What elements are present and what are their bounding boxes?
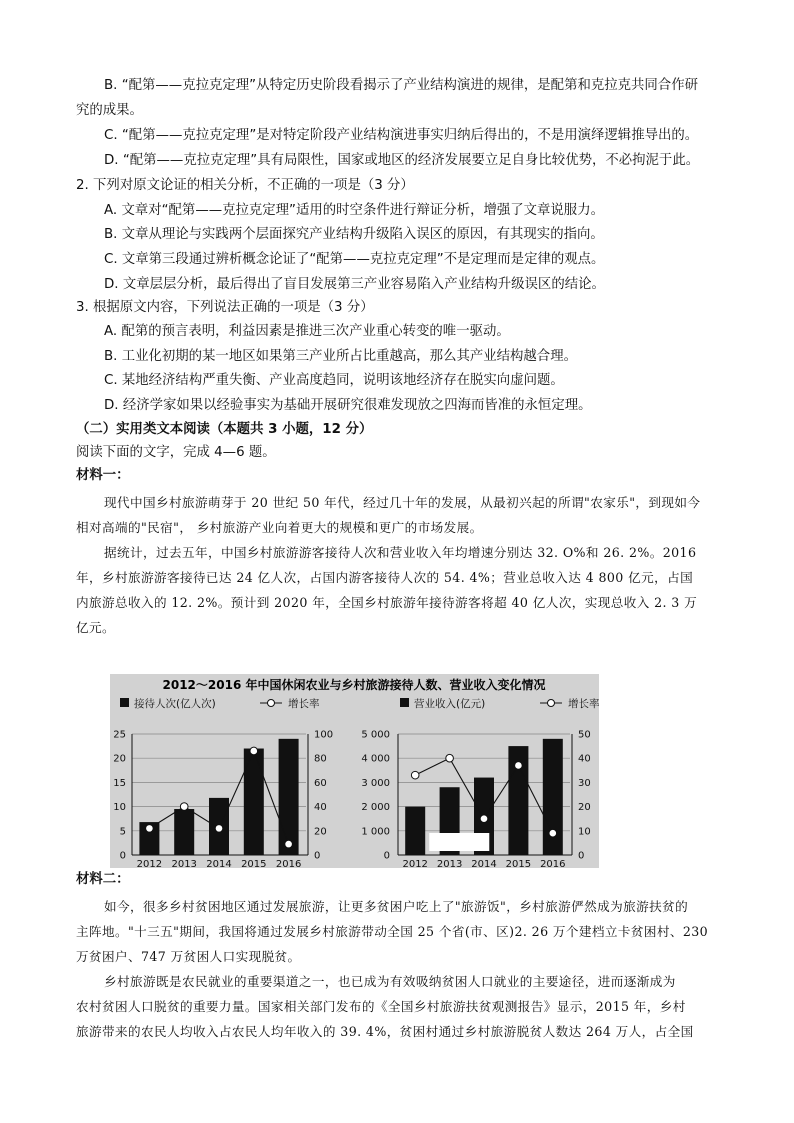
legend-label-line: 增长率 xyxy=(568,698,599,710)
bar xyxy=(174,809,194,855)
material1-p2-line4: 亿元。 xyxy=(76,620,115,635)
y-left-tick-label: 15 xyxy=(113,777,126,789)
q2-option-a: A. 文章对“配第——克拉克定理”适用的时空条件进行辩证分析，增强了文章说服力。 xyxy=(104,203,604,218)
y-left-tick-label: 25 xyxy=(113,729,126,741)
chart-panel-revenue xyxy=(361,730,590,869)
x-tick-label: 2016 xyxy=(540,859,566,868)
q2-stem: 2. 下列对原文论证的相关分析，不正确的一项是（3 分） xyxy=(76,178,414,193)
x-tick-label: 2015 xyxy=(241,859,267,868)
chart-figure xyxy=(110,674,599,868)
growth-rate-point xyxy=(446,754,454,762)
x-tick-label: 2015 xyxy=(505,859,532,868)
q1-option-b-line1: B. “配第——克拉克定理”从特定历史阶段看揭示了产业结构演进的规律，是配第和克拉克共同合作研 xyxy=(104,78,698,93)
y-right-tick-label: 30 xyxy=(578,777,591,789)
y-left-tick-label: 4 000 xyxy=(361,753,390,765)
q2-option-b: B. 文章从理论与实践两个层面探究产业结构升级陷入误区的原因，有其现实的指向。 xyxy=(104,227,604,242)
q2-option-d: D. 文章层层分析，最后得出了盲目发展第三产业容易陷入产业结构升级误区的结论。 xyxy=(104,277,605,292)
y-right-tick-label: 40 xyxy=(578,753,591,765)
chart-panel-visitors xyxy=(113,730,333,869)
chart-title: 2012～2016 年中国休闲农业与乡村旅游接待人数、营业收入变化情况 xyxy=(162,678,546,692)
section-heading: （二）实用类文本阅读（本题共 3 小题，12 分） xyxy=(76,422,373,437)
q1-option-d: D. “配第——克拉克定理”具有局限性，国家或地区的经济发展要立足自身比较优势，不必拘泥于此。 xyxy=(104,153,700,168)
material2-p2-line2: 农村贫困人口脱贫的重要力量。国家相关部门发布的《全国乡村旅游扶贫观测报告》显示，2015 年，乡村 xyxy=(76,999,686,1014)
material1-p2-line1: 据统计，过去五年，中国乡村旅游游客接待人次和营业收入年均增速分别达 32. O%和 26. 2%。2016 xyxy=(104,545,697,560)
q3-stem: 3. 根据原文内容，下列说法正确的一项是（3 分） xyxy=(76,300,374,315)
x-tick-label: 2013 xyxy=(436,859,463,868)
legend-swatch-bar xyxy=(400,698,409,707)
growth-rate-point xyxy=(411,771,419,779)
material2-p2-line3: 旅游带来的农民人均收入占农民人均年收入的 39. 4%，贫困村通过乡村旅游脱贫人数达 264 万人，占全国 xyxy=(76,1024,694,1039)
y-right-tick-label: 10 xyxy=(578,826,591,838)
y-left-tick-label: 2 000 xyxy=(361,802,390,814)
growth-rate-point xyxy=(146,825,154,833)
y-right-tick-label: 20 xyxy=(314,826,327,838)
legend-label-line: 增长率 xyxy=(288,698,320,710)
bar xyxy=(543,739,563,855)
legend-label-bar: 接待人次(亿人次) xyxy=(134,698,216,710)
y-left-tick-label: 3 000 xyxy=(361,777,390,789)
y-right-tick-label: 0 xyxy=(314,850,321,862)
q3-option-a: A. 配第的预言表明，利益因素是推进三次产业重心转变的唯一驱动。 xyxy=(104,324,510,339)
y-right-tick-label: 50 xyxy=(578,729,591,741)
x-tick-label: 2012 xyxy=(136,859,163,868)
legend-left xyxy=(120,697,320,710)
x-tick-label: 2013 xyxy=(171,859,197,868)
q1-option-b-line2: 究的成果。 xyxy=(76,103,143,118)
x-tick-label: 2012 xyxy=(402,859,428,868)
growth-rate-point xyxy=(515,762,523,770)
redaction-patch xyxy=(429,833,489,851)
legend-marker xyxy=(268,700,275,707)
y-left-tick-label: 0 xyxy=(119,850,126,862)
x-tick-label: 2014 xyxy=(206,859,232,868)
y-right-tick-label: 20 xyxy=(578,802,591,814)
q3-option-b: B. 工业化初期的某一地区如果第三产业所占比重越高，那么其产业结构越合理。 xyxy=(104,349,577,364)
q3-option-c: C. 某地经济结构严重失衡、产业高度趋同，说明该地经济存在脱实向虚问题。 xyxy=(104,373,564,388)
x-tick-label: 2016 xyxy=(275,859,302,868)
material2-p1-line3: 万贫困户、747 万贫困人口实现脱贫。 xyxy=(76,949,301,964)
material2-label: 材料二： xyxy=(76,872,130,887)
y-left-tick-label: 10 xyxy=(113,802,126,814)
material1-p2-line3: 内旅游总收入的 12. 2%。预计到 2020 年，全国乡村旅游年接待游客将超 40 亿人次，实现总收入 2. 3 万 xyxy=(76,595,698,610)
y-left-tick-label: 20 xyxy=(113,753,126,765)
material2-p1-line2: 主阵地。"十三五"期间，我国将通过发展乡村旅游带动全国 25 个省(市、区)2. 26 万个建档立卡贫困村、230 xyxy=(76,924,709,939)
legend-swatch-bar xyxy=(120,698,129,707)
bar xyxy=(405,807,425,855)
growth-rate-point xyxy=(549,829,557,837)
y-left-tick-label: 0 xyxy=(383,850,390,862)
y-left-tick-label: 5 xyxy=(119,826,126,838)
q3-option-d: D. 经济学家如果以经验事实为基础开展研究很难发现放之四海而皆准的永恒定理。 xyxy=(104,398,592,413)
y-right-tick-label: 0 xyxy=(578,850,585,862)
material1-p1-line2: 相对高端的"民宿"， 乡村旅游产业向着更大的规模和更广的市场发展。 xyxy=(76,520,483,535)
legend-marker xyxy=(548,700,555,707)
growth-rate-point xyxy=(285,840,293,848)
material1-label: 材料一： xyxy=(76,468,130,483)
y-left-tick-label: 1 000 xyxy=(361,826,390,838)
growth-rate-point xyxy=(480,815,488,823)
y-left-tick-label: 5 000 xyxy=(361,729,390,741)
legend-right xyxy=(400,697,599,710)
q2-option-c: C. 文章第三段通过辨析概念论证了“配第——克拉克定理”不是定理而是定律的观点。 xyxy=(104,252,605,267)
material1-p2-line2: 年，乡村旅游游客接待已达 24 亿人次，占国内游客接待人次的 54. 4%；营业总收入达 4 800 亿元，占国 xyxy=(76,570,694,585)
growth-rate-point xyxy=(250,747,258,755)
chart-svg xyxy=(110,674,599,868)
y-right-tick-label: 80 xyxy=(314,753,327,765)
section-instruction: 阅读下面的文字，完成 4—6 题。 xyxy=(76,445,276,460)
y-right-tick-label: 40 xyxy=(314,802,327,814)
material2-p1-line1: 如今，很多乡村贫困地区通过发展旅游，让更多贫困户吃上了"旅游饭"，乡村旅游俨然成为旅游扶贫的 xyxy=(104,899,689,914)
growth-rate-point xyxy=(215,825,223,833)
material2-p2-line1: 乡村旅游既是农民就业的重要渠道之一，也已成为有效吸纳贫困人口就业的主要途径，进而逐渐成为 xyxy=(104,974,676,989)
q1-option-c: C. “配第——克拉克定理”是对特定阶段产业结构演进事实归纳后得出的，不是用演绎逻辑推导出的。 xyxy=(104,128,699,143)
x-tick-label: 2014 xyxy=(471,859,497,868)
bar xyxy=(279,739,299,855)
bar xyxy=(244,749,264,855)
y-right-tick-label: 100 xyxy=(314,729,334,741)
growth-rate-point xyxy=(180,803,188,811)
material1-p1-line1: 现代中国乡村旅游萌芽于 20 世纪 50 年代，经过几十年的发展，从最初兴起的所谓"农家乐"，到现如今 xyxy=(104,495,701,510)
legend-label-bar: 营业收入(亿元) xyxy=(414,698,486,710)
y-right-tick-label: 60 xyxy=(314,777,327,789)
